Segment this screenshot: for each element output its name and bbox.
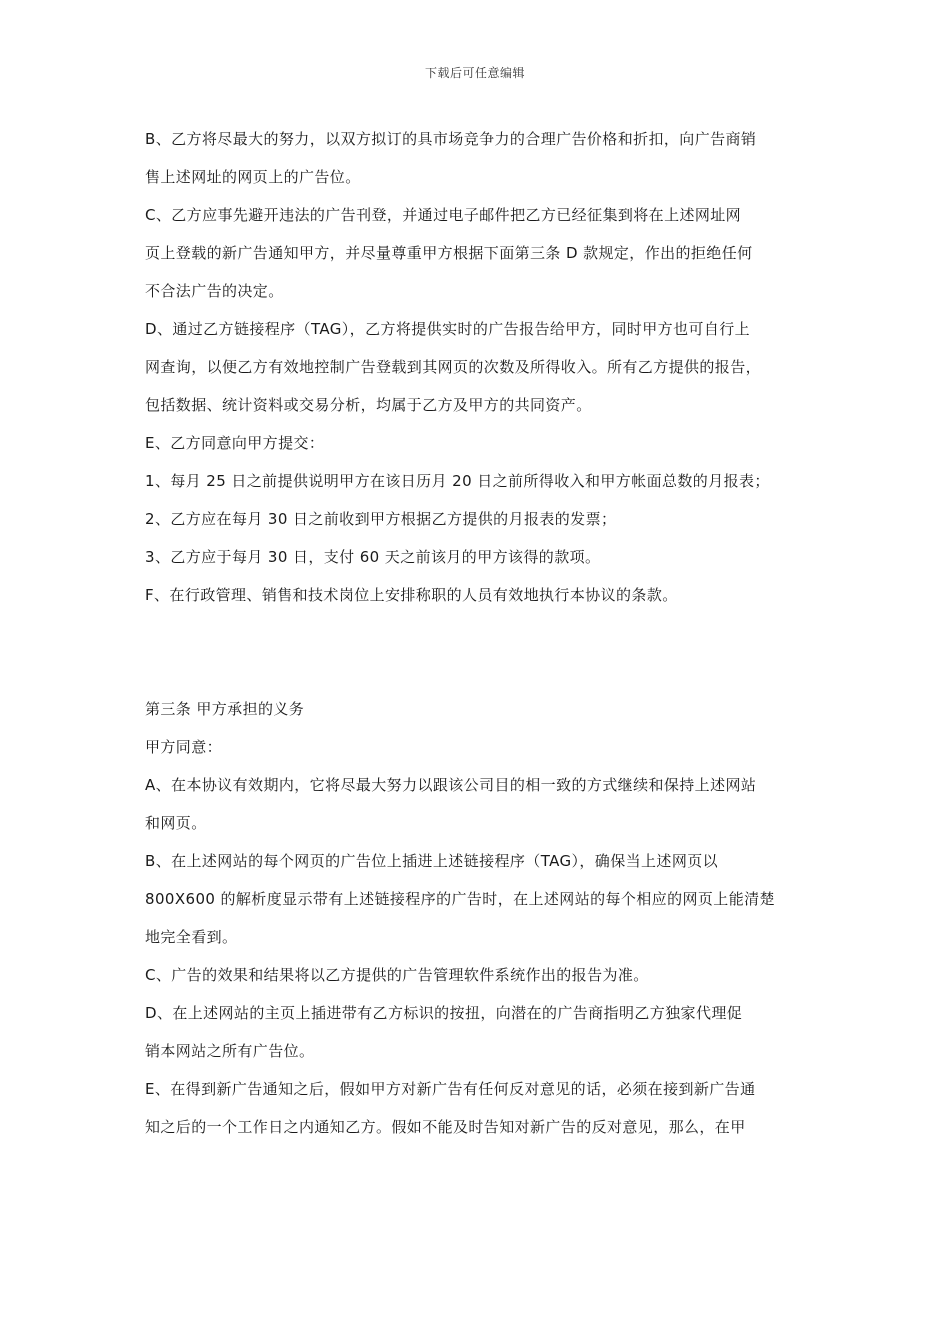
paragraph-line: 网查询，以便乙方有效地控制广告登载到其网页的次数及所得收入。所有乙方提供的报告，	[145, 358, 762, 376]
paragraph-line: E、乙方同意向甲方提交：	[145, 434, 325, 452]
paragraph-line: 页上登载的新广告通知甲方，并尽量尊重甲方根据下面第三条 D 款规定，作出的拒绝任何	[145, 244, 753, 262]
paragraph-line: 销本网站之所有广告位。	[145, 1042, 315, 1060]
paragraph-line: 3、乙方应于每月 30 日，支付 60 天之前该月的甲方该得的款项。	[145, 548, 601, 566]
paragraph-line: B、在上述网站的每个网页的广告位上插进上述链接程序（TAG），确保当上述网页以	[145, 852, 719, 870]
document-body	[145, 120, 813, 1146]
section-gap	[145, 614, 813, 690]
paragraph-line: 2、乙方应在每月 30 日之前收到甲方根据乙方提供的月报表的发票；	[145, 510, 617, 528]
paragraph-line: C、乙方应事先避开违法的广告刊登，并通过电子邮件把乙方已经征集到将在上述网址网	[145, 206, 742, 224]
paragraph-line: 800X600 的解析度显示带有上述链接程序的广告时，在上述网站的每个相应的网页上能清楚	[145, 890, 775, 908]
paragraph-line: D、在上述网站的主页上插进带有乙方标识的按扭，向潜在的广告商指明乙方独家代理促	[145, 1004, 743, 1022]
paragraph-line: E、在得到新广告通知之后，假如甲方对新广告有任何反对意见的话，必须在接到新广告通	[145, 1080, 756, 1098]
paragraph-line: B、乙方将尽最大的努力，以双方拟订的具市场竞争力的合理广告价格和折扣，向广告商销	[145, 130, 757, 148]
paragraph-line: A、在本协议有效期内，它将尽最大努力以跟该公司目的相一致的方式继续和保持上述网站	[145, 776, 757, 794]
paragraph-line: 售上述网址的网页上的广告位。	[145, 168, 361, 186]
paragraph-line: F、在行政管理、销售和技术岗位上安排称职的人员有效地执行本协议的条款。	[145, 586, 678, 604]
paragraph-line: 知之后的一个工作日之内通知乙方。假如不能及时告知对新广告的反对意见，那么，在甲	[145, 1118, 746, 1136]
paragraph-line: 和网页。	[145, 814, 207, 832]
paragraph-line: 包括数据、统计资料或交易分析，均属于乙方及甲方的共同资产。	[145, 396, 592, 414]
paragraph-line: D、通过乙方链接程序（TAG），乙方将提供实时的广告报告给甲方，同时甲方也可自行上	[145, 320, 751, 338]
paragraph-line: 地完全看到。	[145, 928, 238, 946]
paragraph-line: 甲方同意：	[145, 738, 223, 756]
page-header: 下载后可任意编辑	[424, 66, 525, 80]
section-heading: 第三条 甲方承担的义务	[145, 700, 305, 718]
paragraph-line: 不合法广告的决定。	[145, 282, 284, 300]
paragraph-line: 1、每月 25 日之前提供说明甲方在该日历月 20 日之前所得收入和甲方帐面总数的月报表；	[145, 472, 770, 490]
paragraph-line: C、广告的效果和结果将以乙方提供的广告管理软件系统作出的报告为准。	[145, 966, 649, 984]
